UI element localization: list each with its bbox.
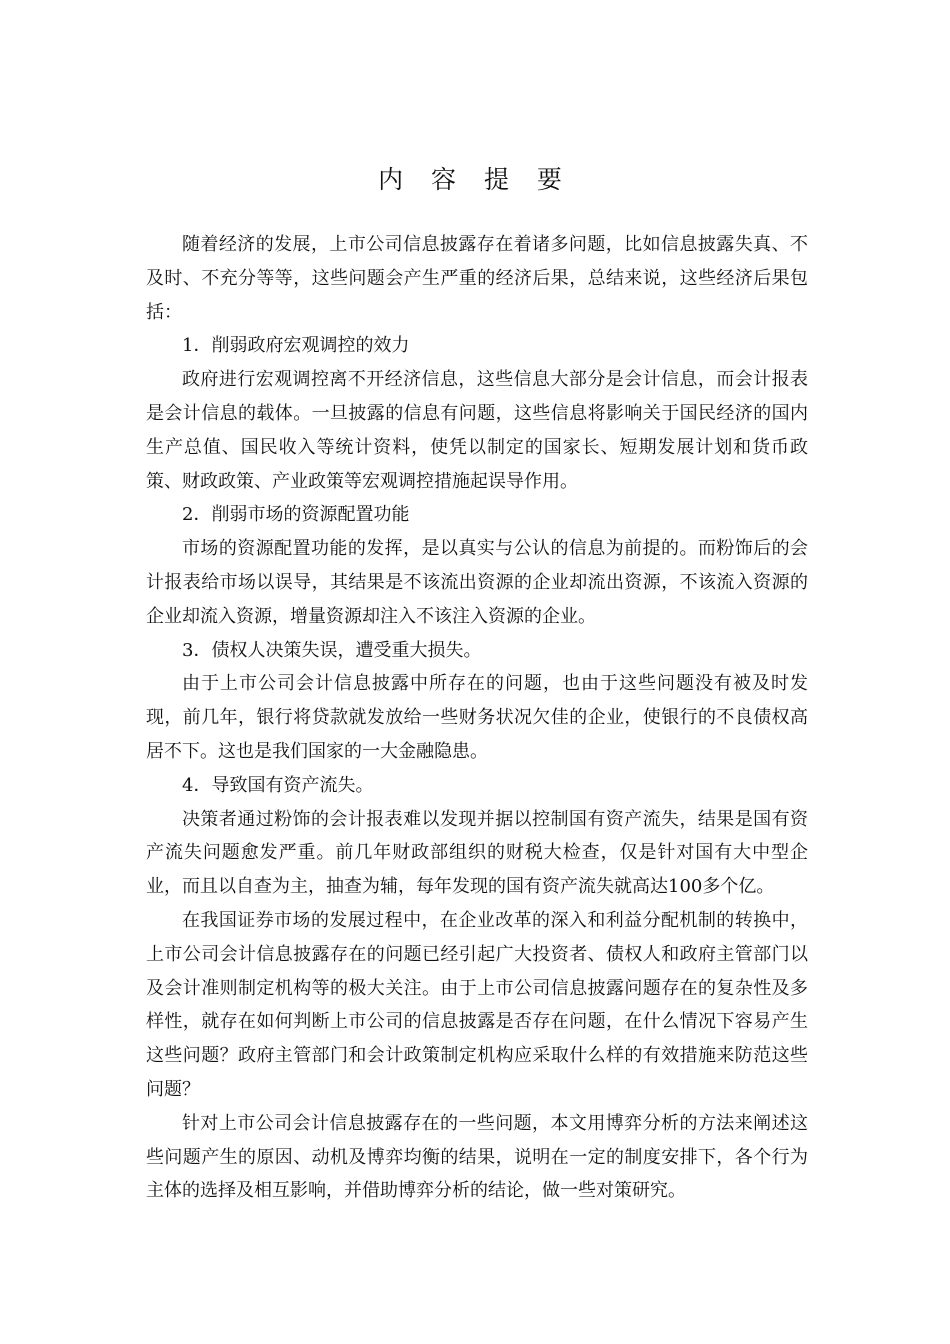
paragraph-item-1: 政府进行宏观调控离不开经济信息，这些信息大部分是会计信息，而会计报表是会计信息的载体。一旦披露的信息有问题，这些信息将影响关于国民经济的国内生产总值、国民收入等统计资料，使凭以制定的国家长、短期发展计划和货币政策、财政政策、产业政策等宏观调控措施起误导作用。 bbox=[146, 369, 808, 492]
heading-item-3: 3．债权人决策失误，遭受重大损失。 bbox=[182, 639, 482, 661]
paragraph-conclusion: 针对上市公司会计信息披露存在的一些问题，本文用博弈分析的方法来阐述这些问题产生的原因、动机及博弈均衡的结果，说明在一定的制度安排下，各个行为主体的选择及相互影响，并借助博弈分析的结论，做一些对策研究。 bbox=[146, 1112, 808, 1202]
paragraph-item-3: 由于上市公司会计信息披露中所存在的问题，也由于这些问题没有被及时发现，前几年，银行将贷款就发放给一些财务状况欠佳的企业，使银行的不良债权高居不下。这也是我们国家的一大金融隐患。 bbox=[146, 673, 808, 762]
page-title: 内 容 提 要 bbox=[378, 165, 572, 194]
heading-item-2: 2．削弱市场的资源配置功能 bbox=[182, 504, 410, 526]
paragraph-item-4: 决策者通过粉饰的会计报表难以发现并据以控制国有资产流失，结果是国有资产流失问题愈发严重。前几年财政部组织的财税大检查，仅是针对国有大中型企业，而且以自查为主，抽查为辅，每年发现的国有资产流失就高达100多个亿。 bbox=[146, 808, 808, 898]
heading-item-4: 4．导致国有资产流失。 bbox=[182, 774, 374, 796]
paragraph-context: 在我国证券市场的发展过程中，在企业改革的深入和利益分配机制的转换中，上市公司会计信息披露存在的问题已经引起广大投资者、债权人和政府主管部门以及会计准则制定机构等的极大关注。由于上市公司信息披露问题存在的复杂性及多样性，就存在如何判断上市公司的信息披露是否存在问题，在什么情况下容易产生这些问题？政府主管部门和会计政策制定机构应采取什么样的有效措施来防范这些问题？ bbox=[146, 909, 808, 1100]
heading-item-1: 1．削弱政府宏观调控的效力 bbox=[182, 335, 410, 357]
document-body bbox=[146, 228, 808, 1208]
paragraph-item-2: 市场的资源配置功能的发挥，是以真实与公认的信息为前提的。而粉饰后的会计报表给市场以误导，其结果是不该流出资源的企业却流出资源，不该流入资源的企业却流入资源，增量资源却注入不该注入资源的企业。 bbox=[146, 538, 808, 627]
paragraph-intro: 随着经济的发展，上市公司信息披露存在着诸多问题，比如信息披露失真、不及时、不充分等等，这些问题会产生严重的经济后果，总结来说，这些经济后果包括： bbox=[146, 234, 808, 323]
